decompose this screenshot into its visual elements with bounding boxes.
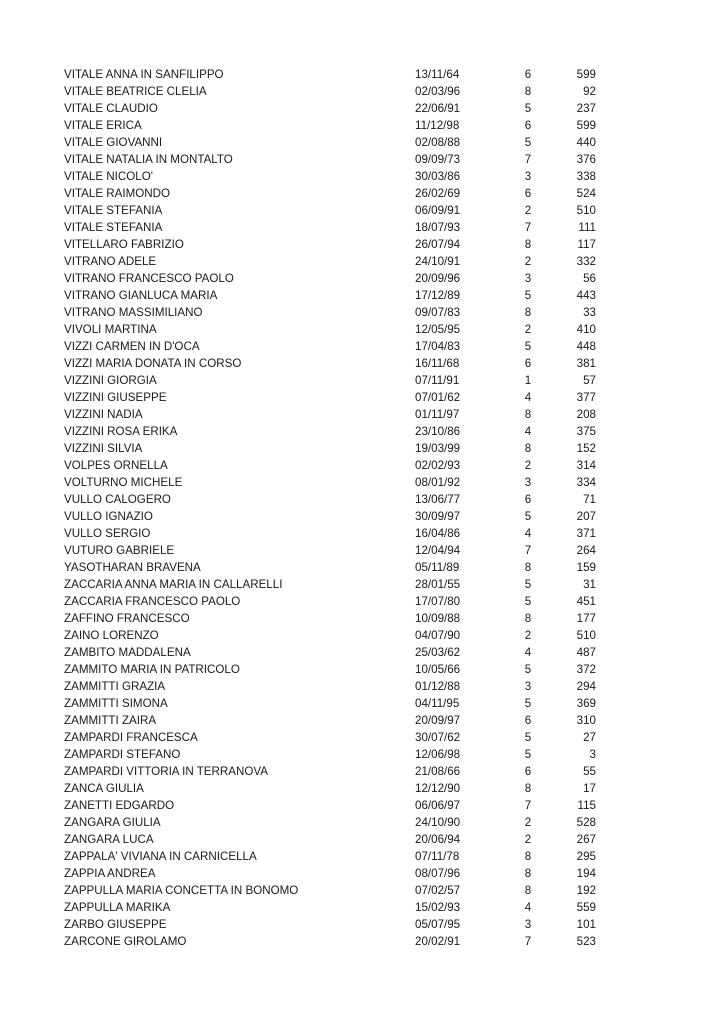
birth-date: 23/10/86 [415, 425, 461, 438]
group-number: 8 [524, 408, 532, 421]
group-number: 3 [524, 272, 532, 285]
table-row [64, 321, 604, 338]
group-number: 6 [524, 493, 532, 506]
birth-date: 12/04/94 [415, 544, 461, 557]
group-number: 5 [524, 748, 532, 761]
table-row [64, 644, 604, 661]
person-name: ZARCONE GIROLAMO [64, 935, 187, 948]
group-number: 7 [524, 221, 532, 234]
birth-date: 12/12/90 [415, 782, 461, 795]
group-number: 8 [524, 85, 532, 98]
person-name: ZAMPARDI FRANCESCA [64, 731, 198, 744]
person-name: VITRANO GIANLUCA MARIA [64, 289, 218, 302]
group-number: 1 [524, 374, 532, 387]
group-number: 5 [524, 289, 532, 302]
position-number: 17 [583, 782, 596, 795]
person-name: YASOTHARAN BRAVENA [64, 561, 201, 574]
table-row [64, 440, 604, 457]
birth-date: 18/07/93 [415, 221, 461, 234]
table-row [64, 474, 604, 491]
position-number: 375 [576, 425, 596, 438]
person-name: VIZZINI NADIA [64, 408, 143, 421]
table-row [64, 253, 604, 270]
position-number: 599 [576, 119, 596, 132]
birth-date: 11/12/98 [415, 119, 460, 132]
birth-date: 22/06/91 [415, 102, 461, 115]
position-number: 410 [576, 323, 596, 336]
person-name: VIZZINI GIORGIA [64, 374, 157, 387]
birth-date: 02/08/88 [415, 136, 461, 149]
position-number: 487 [576, 646, 596, 659]
position-number: 510 [576, 204, 596, 217]
group-number: 5 [524, 578, 532, 591]
group-number: 6 [524, 68, 532, 81]
position-number: 332 [576, 255, 596, 268]
position-number: 159 [576, 561, 596, 574]
position-number: 33 [583, 306, 596, 319]
table-row [64, 406, 604, 423]
group-number: 8 [524, 884, 532, 897]
person-name: VOLPES ORNELLA [64, 459, 168, 472]
group-number: 7 [524, 935, 532, 948]
birth-date: 02/03/96 [415, 85, 461, 98]
position-number: 440 [576, 136, 596, 149]
position-number: 208 [576, 408, 596, 421]
position-number: 310 [576, 714, 596, 727]
table-row [64, 287, 604, 304]
position-number: 510 [576, 629, 596, 642]
person-name: VITALE CLAUDIO [64, 102, 158, 115]
table-row [64, 168, 604, 185]
birth-date: 17/04/83 [415, 340, 461, 353]
birth-date: 08/07/96 [415, 867, 461, 880]
person-name: VITELLARO FABRIZIO [64, 238, 184, 251]
birth-date: 02/02/93 [415, 459, 461, 472]
position-number: 559 [576, 901, 596, 914]
group-number: 5 [524, 731, 532, 744]
birth-date: 06/06/97 [415, 799, 461, 812]
table-row [64, 270, 604, 287]
position-number: 372 [576, 663, 596, 676]
birth-date: 16/04/86 [415, 527, 461, 540]
group-number: 6 [524, 187, 532, 200]
position-number: 528 [576, 816, 596, 829]
table-row [64, 780, 604, 797]
group-number: 7 [524, 544, 532, 557]
birth-date: 17/07/80 [415, 595, 461, 608]
position-number: 371 [576, 527, 596, 540]
table-row [64, 610, 604, 627]
position-number: 177 [576, 612, 596, 625]
birth-date: 30/03/86 [415, 170, 461, 183]
person-name: ZAMPARDI STEFANO [64, 748, 181, 761]
birth-date: 19/03/99 [415, 442, 461, 455]
person-name: ZANGARA GIULIA [64, 816, 161, 829]
group-number: 7 [524, 153, 532, 166]
name-list-table [64, 66, 604, 950]
table-row [64, 100, 604, 117]
person-name: ZAMMITTI ZAIRA [64, 714, 157, 727]
person-name: VIZZINI SILVIA [64, 442, 143, 455]
position-number: 295 [576, 850, 596, 863]
birth-date: 16/11/68 [415, 357, 460, 370]
group-number: 2 [524, 629, 532, 642]
birth-date: 21/08/66 [415, 765, 461, 778]
group-number: 5 [524, 340, 532, 353]
person-name: ZANETTI EDGARDO [64, 799, 175, 812]
person-name: ZAMMITO MARIA IN PATRICOLO [64, 663, 240, 676]
birth-date: 09/07/83 [415, 306, 461, 319]
birth-date: 13/11/64 [415, 68, 460, 81]
person-name: VIZZINI ROSA ERIKA [64, 425, 178, 438]
group-number: 5 [524, 510, 532, 523]
table-row [64, 695, 604, 712]
person-name: VITRANO MASSIMILIANO [64, 306, 203, 319]
group-number: 8 [524, 850, 532, 863]
group-number: 8 [524, 612, 532, 625]
position-number: 377 [576, 391, 596, 404]
birth-date: 01/11/97 [415, 408, 460, 421]
group-number: 2 [524, 833, 532, 846]
position-number: 448 [576, 340, 596, 353]
person-name: ZACCARIA FRANCESCO PAOLO [64, 595, 241, 608]
position-number: 115 [577, 799, 596, 812]
position-number: 71 [583, 493, 596, 506]
group-number: 5 [524, 136, 532, 149]
group-number: 8 [524, 442, 532, 455]
table-row [64, 593, 604, 610]
group-number: 6 [524, 119, 532, 132]
table-row [64, 389, 604, 406]
table-row [64, 814, 604, 831]
table-row [64, 933, 604, 950]
birth-date: 26/02/69 [415, 187, 461, 200]
position-number: 27 [583, 731, 596, 744]
birth-date: 04/11/95 [415, 697, 460, 710]
person-name: VITALE GIOVANNI [64, 136, 163, 149]
group-number: 3 [524, 476, 532, 489]
group-number: 4 [524, 901, 532, 914]
position-number: 264 [576, 544, 596, 557]
table-row [64, 882, 604, 899]
birth-date: 12/06/98 [415, 748, 461, 761]
person-name: ZAPPULLA MARIA CONCETTA IN BONOMO [64, 884, 299, 897]
position-number: 443 [576, 289, 596, 302]
position-number: 314 [576, 459, 596, 472]
table-row [64, 457, 604, 474]
position-number: 599 [576, 68, 596, 81]
group-number: 8 [524, 782, 532, 795]
group-number: 6 [524, 357, 532, 370]
birth-date: 20/06/94 [415, 833, 461, 846]
birth-date: 08/01/92 [415, 476, 461, 489]
person-name: VULLO CALOGERO [64, 493, 171, 506]
table-row [64, 304, 604, 321]
table-row [64, 355, 604, 372]
birth-date: 30/09/97 [415, 510, 461, 523]
person-name: VITALE ANNA IN SANFILIPPO [64, 68, 224, 81]
position-number: 194 [576, 867, 596, 880]
group-number: 6 [524, 714, 532, 727]
table-row [64, 219, 604, 236]
person-name: ZARBO GIUSEPPE [64, 918, 167, 931]
person-name: ZANGARA LUCA [64, 833, 154, 846]
group-number: 5 [524, 663, 532, 676]
table-row [64, 899, 604, 916]
table-row [64, 236, 604, 253]
position-number: 101 [576, 918, 596, 931]
position-number: 237 [576, 102, 596, 115]
group-number: 3 [524, 918, 532, 931]
person-name: ZAFFINO FRANCESCO [64, 612, 190, 625]
person-name: VIZZI MARIA DONATA IN CORSO [64, 357, 242, 370]
birth-date: 26/07/94 [415, 238, 461, 251]
table-row [64, 916, 604, 933]
table-row [64, 763, 604, 780]
person-name: VOLTURNO MICHELE [64, 476, 183, 489]
group-number: 4 [524, 646, 532, 659]
person-name: VITALE STEFANIA [64, 204, 163, 217]
person-name: ZAPPULLA MARIKA [64, 901, 171, 914]
group-number: 5 [524, 102, 532, 115]
person-name: ZAMBITO MADDALENA [64, 646, 191, 659]
group-number: 2 [524, 204, 532, 217]
group-number: 8 [524, 867, 532, 880]
table-row [64, 372, 604, 389]
table-row [64, 576, 604, 593]
birth-date: 12/05/95 [415, 323, 461, 336]
position-number: 294 [576, 680, 596, 693]
group-number: 6 [524, 765, 532, 778]
person-name: VULLO SERGIO [64, 527, 151, 540]
position-number: 334 [576, 476, 596, 489]
table-row [64, 627, 604, 644]
group-number: 3 [524, 170, 532, 183]
table-row [64, 746, 604, 763]
position-number: 369 [576, 697, 596, 710]
group-number: 3 [524, 680, 532, 693]
position-number: 111 [578, 221, 596, 234]
group-number: 4 [524, 391, 532, 404]
position-number: 523 [576, 935, 596, 948]
table-row [64, 712, 604, 729]
birth-date: 04/07/90 [415, 629, 461, 642]
birth-date: 13/06/77 [415, 493, 461, 506]
position-number: 92 [583, 85, 596, 98]
group-number: 4 [524, 527, 532, 540]
position-number: 3 [589, 748, 596, 761]
table-row [64, 661, 604, 678]
birth-date: 06/09/91 [415, 204, 461, 217]
birth-date: 25/03/62 [415, 646, 461, 659]
position-number: 381 [576, 357, 596, 370]
person-name: ZAPPALA' VIVIANA IN CARNICELLA [64, 850, 257, 863]
birth-date: 05/11/89 [415, 561, 460, 574]
birth-date: 30/07/62 [415, 731, 461, 744]
birth-date: 10/09/88 [415, 612, 461, 625]
person-name: VITALE NATALIA IN MONTALTO [64, 153, 233, 166]
birth-date: 24/10/91 [415, 255, 461, 268]
position-number: 55 [583, 765, 596, 778]
group-number: 2 [524, 459, 532, 472]
group-number: 2 [524, 323, 532, 336]
table-row [64, 134, 604, 151]
position-number: 117 [577, 238, 596, 251]
table-row [64, 729, 604, 746]
birth-date: 20/09/97 [415, 714, 461, 727]
position-number: 192 [576, 884, 596, 897]
group-number: 4 [524, 425, 532, 438]
person-name: ZAMMITTI SIMONA [64, 697, 168, 710]
group-number: 8 [524, 561, 532, 574]
table-row [64, 151, 604, 168]
group-number: 2 [524, 816, 532, 829]
person-name: VIZZI CARMEN IN D'OCA [64, 340, 200, 353]
person-name: ZACCARIA ANNA MARIA IN CALLARELLI [64, 578, 283, 591]
position-number: 524 [576, 187, 596, 200]
position-number: 152 [576, 442, 596, 455]
birth-date: 28/01/55 [415, 578, 461, 591]
table-row [64, 865, 604, 882]
person-name: VUTURO GABRIELE [64, 544, 175, 557]
birth-date: 10/05/66 [415, 663, 461, 676]
table-row [64, 678, 604, 695]
person-name: VIZZINI GIUSEPPE [64, 391, 167, 404]
person-name: VULLO IGNAZIO [64, 510, 153, 523]
person-name: VITRANO FRANCESCO PAOLO [64, 272, 234, 285]
birth-date: 01/12/88 [415, 680, 461, 693]
person-name: VIVOLI MARTINA [64, 323, 157, 336]
person-name: VITALE ERICA [64, 119, 142, 132]
birth-date: 17/12/89 [415, 289, 461, 302]
person-name: VITALE STEFANIA [64, 221, 163, 234]
group-number: 8 [524, 238, 532, 251]
table-row [64, 338, 604, 355]
table-row [64, 83, 604, 100]
birth-date: 09/09/73 [415, 153, 461, 166]
table-row [64, 559, 604, 576]
table-row [64, 831, 604, 848]
person-name: ZAINO LORENZO [64, 629, 159, 642]
position-number: 56 [583, 272, 596, 285]
group-number: 5 [524, 697, 532, 710]
birth-date: 07/11/78 [415, 850, 460, 863]
person-name: VITALE RAIMONDO [64, 187, 171, 200]
person-name: VITALE NICOLO' [64, 170, 153, 183]
birth-date: 20/09/96 [415, 272, 461, 285]
birth-date: 15/02/93 [415, 901, 461, 914]
group-number: 8 [524, 306, 532, 319]
position-number: 376 [576, 153, 596, 166]
position-number: 57 [583, 374, 596, 387]
table-row [64, 542, 604, 559]
position-number: 338 [576, 170, 596, 183]
person-name: ZAPPIA ANDREA [64, 867, 156, 880]
person-name: VITALE BEATRICE CLELIA [64, 85, 207, 98]
table-row [64, 491, 604, 508]
birth-date: 20/02/91 [415, 935, 461, 948]
person-name: ZANCA GIULIA [64, 782, 144, 795]
table-row [64, 508, 604, 525]
position-number: 207 [576, 510, 596, 523]
table-row [64, 848, 604, 865]
table-row [64, 66, 604, 83]
position-number: 31 [583, 578, 596, 591]
birth-date: 24/10/90 [415, 816, 461, 829]
person-name: VITRANO ADELE [64, 255, 157, 268]
birth-date: 07/11/91 [415, 374, 460, 387]
group-number: 5 [524, 595, 532, 608]
table-row [64, 202, 604, 219]
table-row [64, 423, 604, 440]
birth-date: 05/07/95 [415, 918, 461, 931]
group-number: 7 [524, 799, 532, 812]
table-row [64, 185, 604, 202]
position-number: 451 [576, 595, 596, 608]
group-number: 2 [524, 255, 532, 268]
position-number: 267 [576, 833, 596, 846]
table-row [64, 117, 604, 134]
birth-date: 07/02/57 [415, 884, 461, 897]
person-name: ZAMPARDI VITTORIA IN TERRANOVA [64, 765, 268, 778]
birth-date: 07/01/62 [415, 391, 461, 404]
table-row [64, 525, 604, 542]
person-name: ZAMMITTI GRAZIA [64, 680, 166, 693]
table-row [64, 797, 604, 814]
